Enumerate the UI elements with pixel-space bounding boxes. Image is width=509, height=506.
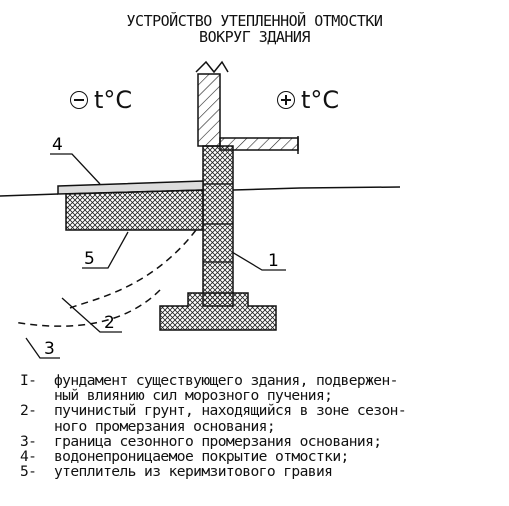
diagram-title-line-1: УСТРОЙСТВО УТЕПЛЕННОЙ ОТМОСТКИ [126,12,383,30]
foundation-footing [160,293,276,330]
callout-5: 5 [84,249,95,269]
legend-number: 5- [20,463,37,481]
legend-item [20,434,505,449]
legend-text: пучинистый грунт, находящийся в зоне сезон- [54,402,407,420]
callout-1: 1 [268,251,279,271]
diagram-title-line-2: ВОКРУГ ЗДАНИЯ [199,28,310,46]
inside-temperature-text: t°C [301,86,340,114]
legend-number: I- [20,372,37,389]
foundation-block-wall [203,146,233,306]
building-wall [196,62,228,146]
callout-2: 2 [104,313,115,333]
legend-item [20,403,505,418]
legend-text: ный влиянию сил морозного пучения; [54,387,333,405]
legend-item [20,449,505,464]
legend-item [20,373,505,388]
legend-item-continuation [20,419,505,434]
legend-text: фундамент существующего здания, подвержен- [54,372,398,389]
legend [20,373,505,479]
legend-number: 3- [20,432,37,450]
legend-text: ного промерзания основания; [54,417,276,435]
callout-3: 3 [44,339,55,359]
legend-number: 4- [20,448,37,466]
callout-3-leader [26,338,60,358]
expanded-clay-insulation-layer [66,190,203,230]
frost-heave-zone-boundary [70,230,196,308]
legend-text: утеплитель из керимзитового гравия [54,463,333,481]
legend-number: 2- [20,402,37,420]
callout-4: 4 [52,135,63,155]
legend-item-continuation [20,388,505,403]
legend-text: граница сезонного промерзания основания; [54,432,382,450]
outside-temperature-text: t°C [94,86,133,114]
legend-item [20,464,505,479]
legend-text: водонепроницаемое покрытие отмостки; [54,448,349,466]
callout-4-leader [50,154,100,184]
